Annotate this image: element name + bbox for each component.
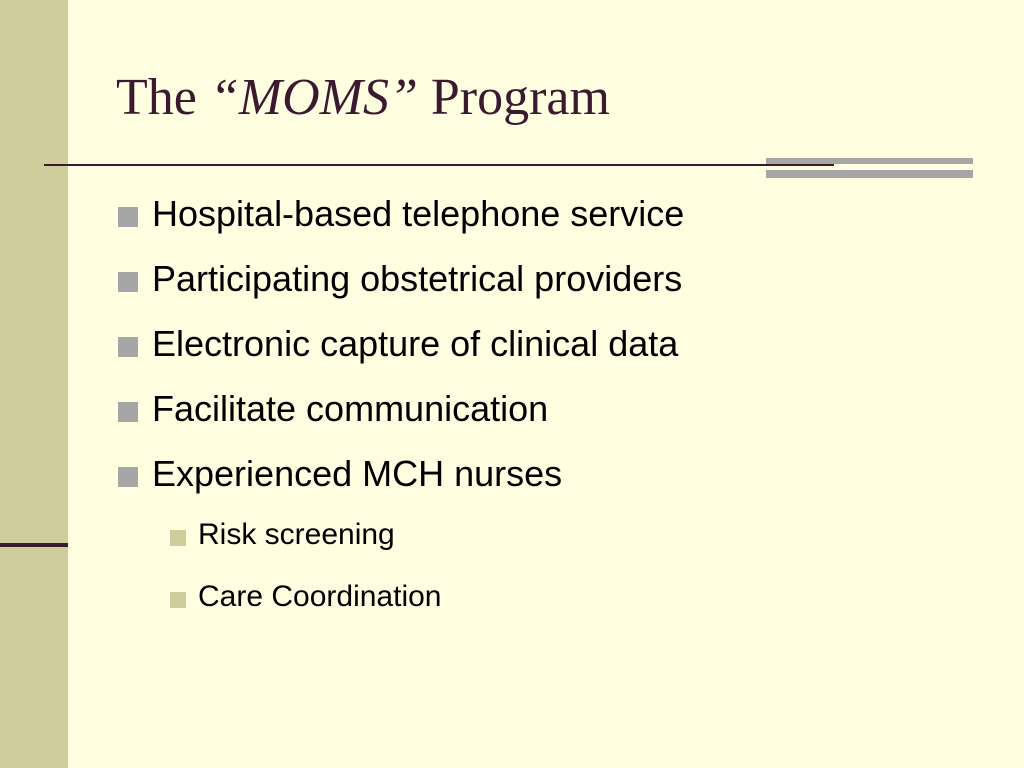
square-bullet-icon <box>118 337 138 357</box>
side-decorative-bar <box>0 0 68 768</box>
title-suffix: Program <box>417 69 610 126</box>
bullet-item <box>116 186 684 251</box>
bullet-list <box>116 186 684 635</box>
sub-bullet-text: Care Coordination <box>198 580 442 613</box>
bullet-item <box>116 381 684 446</box>
title-rule-accent-upper <box>766 158 973 164</box>
bullet-text: Participating obstetrical providers <box>152 258 683 299</box>
sub-bullet-item <box>116 511 684 573</box>
title-underline-rule <box>44 164 834 166</box>
square-bullet-icon <box>118 402 138 422</box>
bullet-item <box>116 316 684 381</box>
square-bullet-icon <box>118 467 138 487</box>
small-square-bullet-icon <box>170 530 186 546</box>
square-bullet-icon <box>118 272 138 292</box>
bullet-text: Electronic capture of clinical data <box>152 323 679 364</box>
title-emphasis: “MOMS” <box>209 69 418 126</box>
title-prefix: The <box>116 69 210 126</box>
slide-title <box>116 66 610 130</box>
title-rule-accent-lower <box>766 170 973 178</box>
bullet-text: Hospital-based telephone service <box>152 193 685 234</box>
side-accent-line <box>0 543 68 547</box>
sub-bullet-text: Risk screening <box>198 518 395 551</box>
bullet-text: Facilitate communication <box>152 388 549 429</box>
square-bullet-icon <box>118 207 138 227</box>
bullet-text: Experienced MCH nurses <box>152 453 563 494</box>
bullet-item <box>116 446 684 511</box>
bullet-item <box>116 251 684 316</box>
small-square-bullet-icon <box>170 592 186 608</box>
sub-bullet-item <box>116 573 684 635</box>
